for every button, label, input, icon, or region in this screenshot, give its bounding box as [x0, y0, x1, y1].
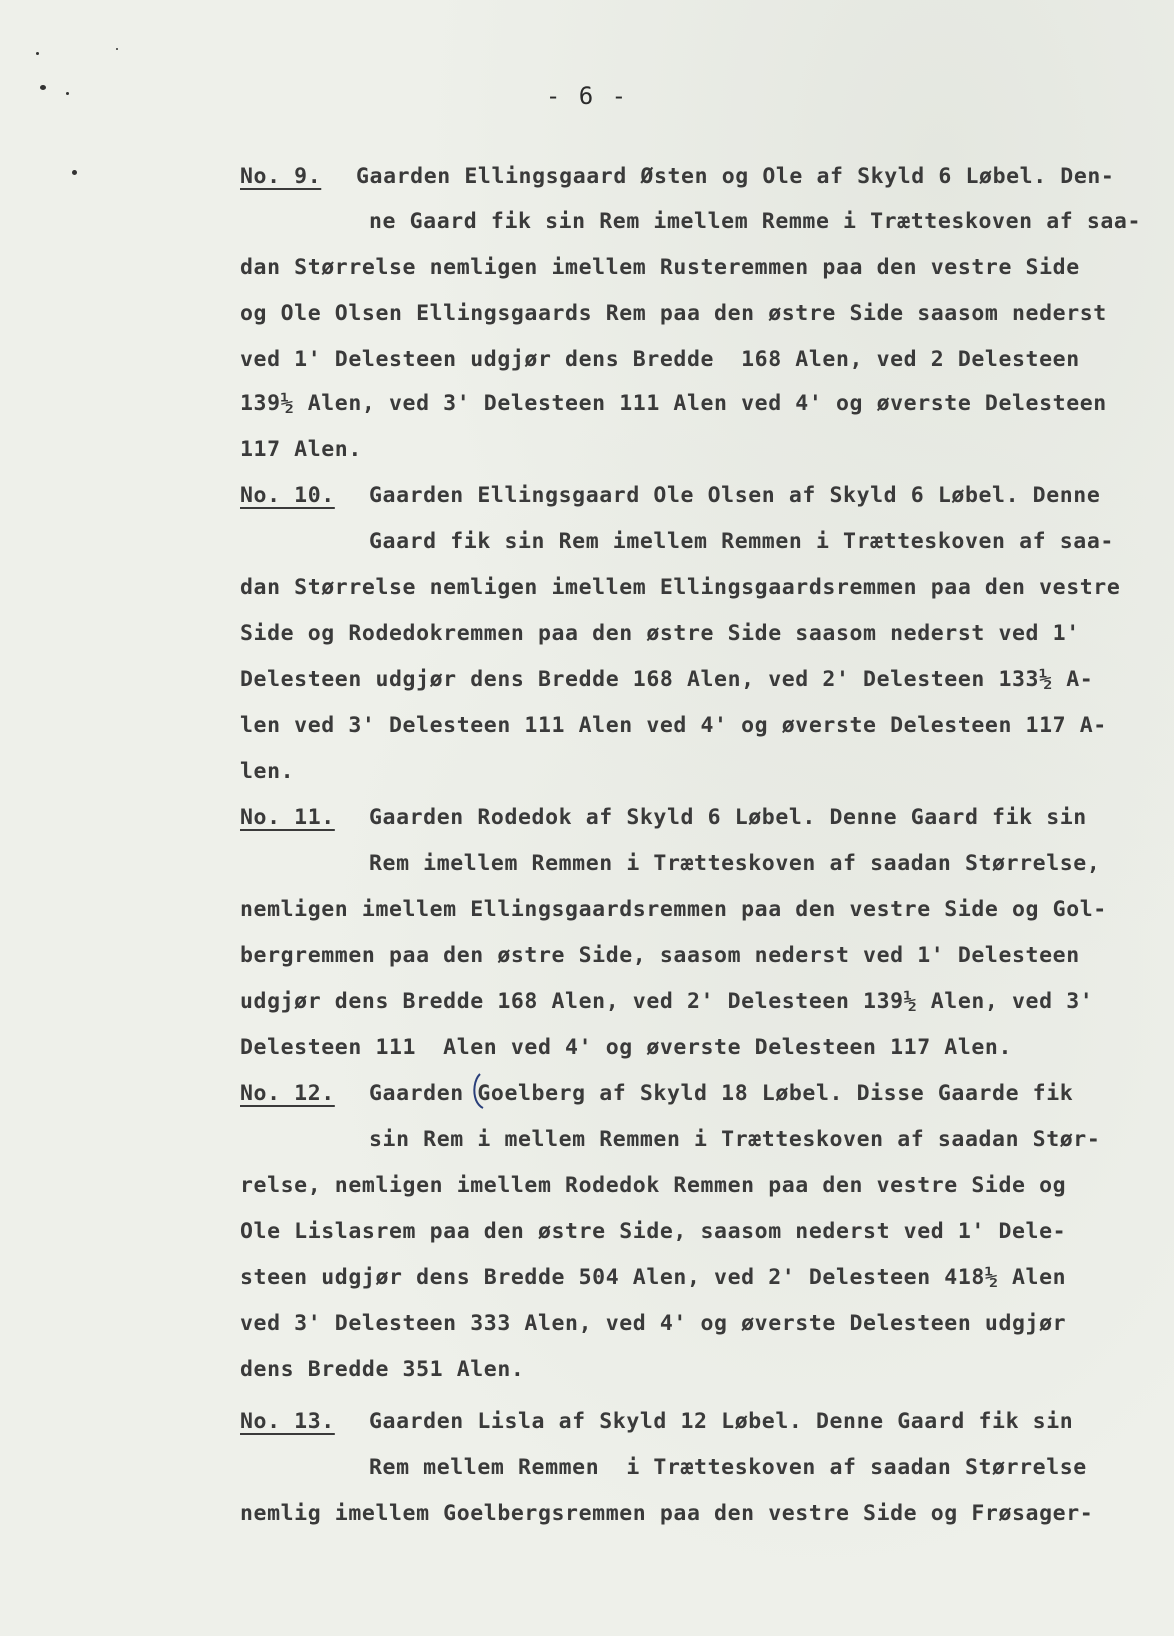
text-line: Ole Lislasrem paa den østre Side, saasom nederst ved 1' Dele-: [240, 1219, 1067, 1244]
text-line: Delesteen udgjør dens Bredde 168 Alen, ved 2' Delesteen 133½ A-: [240, 667, 1094, 692]
text-line: bergremmen paa den østre Side, saasom nederst ved 1' Delesteen: [240, 943, 1080, 968]
text-line: dan Størrelse nemligen imellem Ellingsgaardsremmen paa den vestre: [240, 575, 1121, 600]
text-line: ved 3' Delesteen 333 Alen, ved 4' og øverste Delesteen udgjør: [240, 1311, 1067, 1336]
text-line: ne Gaard fik sin Rem imellem Remme i Trætteskoven af saa-: [369, 209, 1142, 234]
text-line: relse, nemligen imellem Rodedok Remmen paa den vestre Side og: [240, 1173, 1067, 1198]
text-line: len.: [240, 759, 295, 784]
text-line: og Ole Olsen Ellingsgaards Rem paa den østre Side saasom nederst: [240, 301, 1107, 326]
text-line: 139½ Alen, ved 3' Delesteen 111 Alen ved 4' og øverste Delesteen: [240, 391, 1107, 416]
entry-label: No. 12.: [240, 1081, 335, 1106]
text-line: Side og Rodedokremmen paa den østre Side saasom nederst ved 1': [240, 621, 1080, 646]
text-line: Rem mellem Remmen i Trætteskoven af saadan Størrelse: [369, 1455, 1087, 1480]
text-line: udgjør dens Bredde 168 Alen, ved 2' Delesteen 139½ Alen, ved 3': [240, 989, 1094, 1014]
margin-speck: [116, 48, 118, 50]
text-line: 117 Alen.: [240, 437, 362, 462]
text-line: Rem imellem Remmen i Trætteskoven af saadan Størrelse,: [369, 851, 1101, 876]
margin-speck: [72, 170, 77, 175]
handwritten-correction-mark: [470, 1072, 486, 1110]
text-line: Gaarden Rodedok af Skyld 6 Løbel. Denne Gaard fik sin: [369, 805, 1087, 830]
text-line: Gaarden Ellingsgaard Østen og Ole af Skyld 6 Løbel. Den-: [356, 164, 1115, 189]
entry-label: No. 9.: [240, 164, 322, 189]
text-line: len ved 3' Delesteen 111 Alen ved 4' og øverste Delesteen 117 A-: [240, 713, 1107, 738]
text-line: dens Bredde 351 Alen.: [240, 1357, 525, 1382]
text-line: nemlig imellem Goelbergsremmen paa den vestre Side og Frøsager-: [240, 1501, 1094, 1526]
text-line: dan Størrelse nemligen imellem Rusteremmen paa den vestre Side: [240, 255, 1080, 280]
text-line: Delesteen 111 Alen ved 4' og øverste Delesteen 117 Alen.: [240, 1035, 1013, 1060]
text-line: Gaarden Ellingsgaard Ole Olsen af Skyld 6 Løbel. Denne: [369, 483, 1101, 508]
text-line: nemligen imellem Ellingsgaardsremmen paa den vestre Side og Gol-: [240, 897, 1107, 922]
text-line: Gaarden Lisla af Skyld 12 Løbel. Denne Gaard fik sin: [369, 1409, 1074, 1434]
text-line: steen udgjør dens Bredde 504 Alen, ved 2' Delesteen 418½ Alen: [240, 1265, 1067, 1290]
text-line: Gaard fik sin Rem imellem Remmen i Trætteskoven af saa-: [369, 529, 1114, 554]
entry-label: No. 10.: [240, 483, 335, 508]
text-line: sin Rem i mellem Remmen i Trætteskoven af saadan Stør-: [369, 1127, 1101, 1152]
entry-label: No. 11.: [240, 805, 335, 830]
text-line: ved 1' Delesteen udgjør dens Bredde 168 Alen, ved 2 Delesteen: [240, 347, 1080, 372]
page-number: - 6 -: [545, 82, 629, 110]
text-line: Gaarden Goelberg af Skyld 18 Løbel. Disse Gaarde fik: [369, 1081, 1074, 1106]
margin-speck: [36, 52, 39, 55]
entry-label: No. 13.: [240, 1409, 335, 1434]
